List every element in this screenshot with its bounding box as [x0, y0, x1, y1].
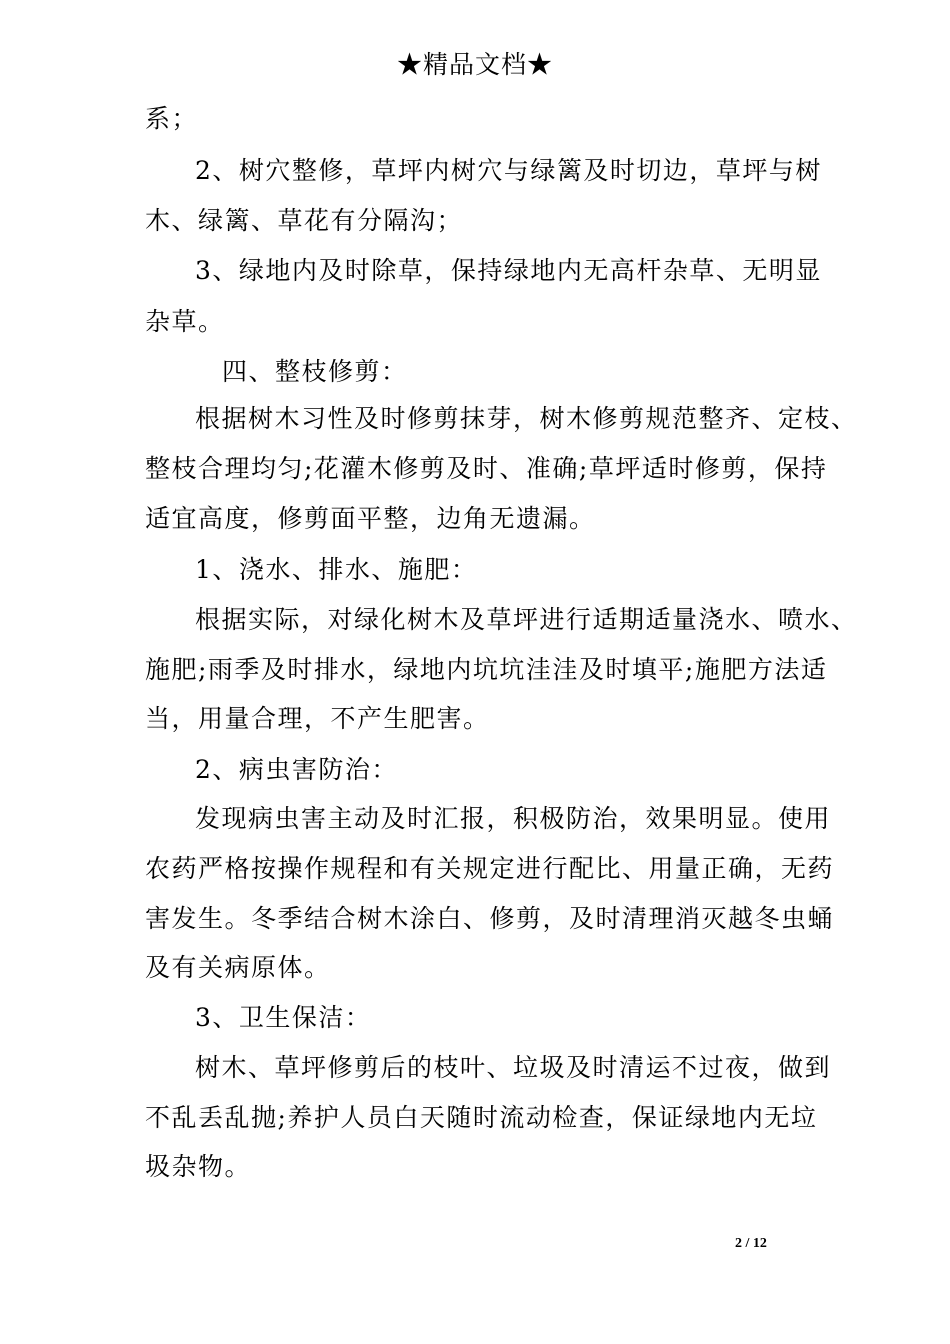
section-heading: 3、卫生保洁： — [195, 1003, 372, 1032]
section-heading: 1、浇水、排水、施肥： — [195, 555, 478, 584]
body-line: 害发生。冬季结合树木涂白、修剪，及时清理消灭越冬虫蛹 — [145, 904, 835, 933]
body-line: 木、绿篱、草花有分隔沟； — [145, 206, 464, 235]
body-line: 杂草。 — [145, 307, 225, 336]
body-line: 圾杂物。 — [145, 1152, 252, 1181]
body-line: 2、树穴整修，草坪内树穴与绿篱及时切边，草坪与树 — [195, 156, 822, 185]
body-line: 农药严格按操作规程和有关规定进行配比、用量正确，无药 — [145, 854, 835, 883]
body-line: 整枝合理均匀;花灌木修剪及时、准确;草坪适时修剪，保持 — [145, 454, 828, 483]
body-line: 发现病虫害主动及时汇报，积极防治，效果明显。使用 — [195, 804, 832, 833]
body-line: 适宜高度，修剪面平整，边角无遗漏。 — [145, 504, 596, 533]
body-line: 当，用量合理，不产生肥害。 — [145, 704, 490, 733]
document-header-title: ★精品文档★ — [396, 50, 553, 79]
body-line: 及有关病原体。 — [145, 953, 331, 982]
body-line: 系； — [145, 104, 199, 133]
body-line: 3、绿地内及时除草，保持绿地内无高杆杂草、无明显 — [195, 256, 822, 285]
section-heading: 四、整枝修剪： — [222, 357, 408, 386]
body-line: 根据树木习性及时修剪抹芽，树木修剪规范整齐、定枝、 — [195, 404, 858, 433]
page-number: 2 / 12 — [735, 1236, 767, 1251]
section-heading: 2、病虫害防治： — [195, 755, 398, 784]
body-line: 树木、草坪修剪后的枝叶、垃圾及时清运不过夜，做到 — [195, 1053, 832, 1082]
body-line: 根据实际，对绿化树木及草坪进行适期适量浇水、喷水、 — [195, 605, 858, 634]
body-line: 不乱丢乱抛;养护人员白天随时流动检查，保证绿地内无垃 — [145, 1103, 818, 1132]
body-line: 施肥;雨季及时排水，绿地内坑坑洼洼及时填平;施肥方法适 — [145, 655, 828, 684]
